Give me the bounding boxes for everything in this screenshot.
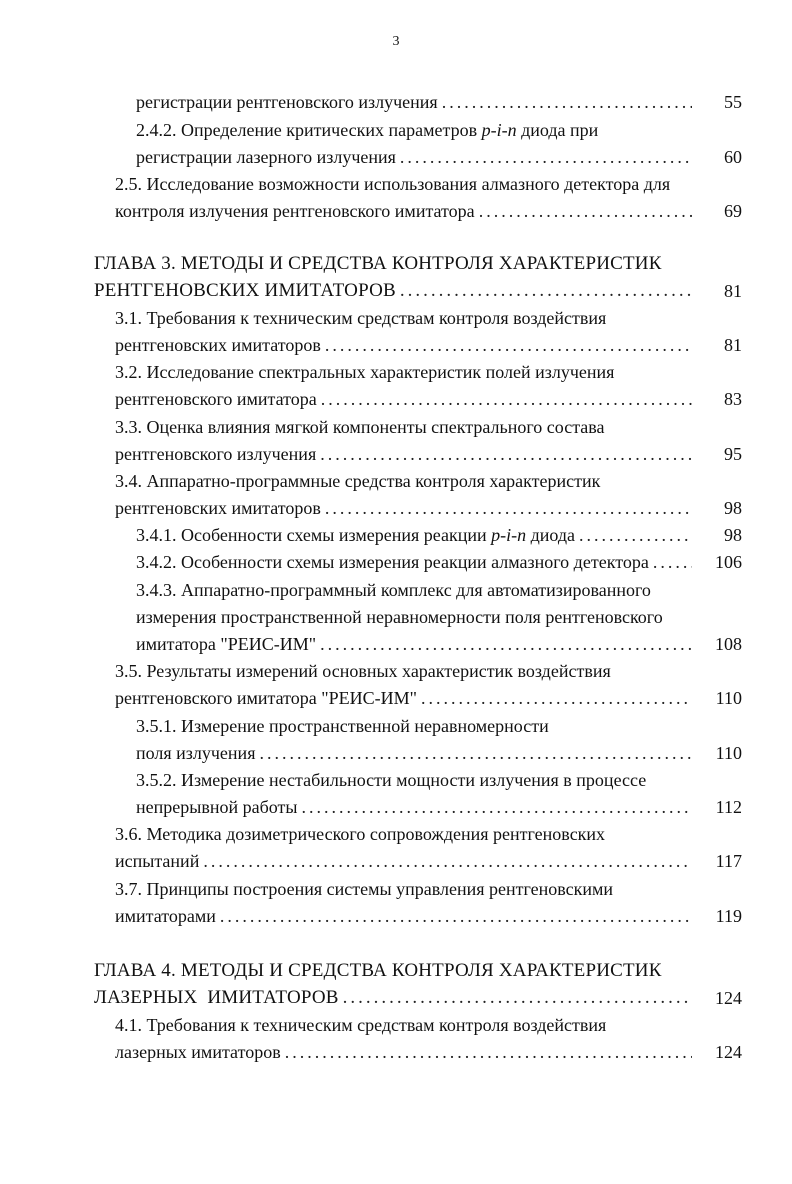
- toc-entry-title: 2.4.2. Определение критических параметров p-i-n диода при: [136, 120, 599, 140]
- toc-line: рентгеновских имитаторов .....: [115, 332, 692, 358]
- toc-page-number: 119: [715, 906, 742, 926]
- toc-line: измерения пространственной неравномерности поля рентгеновского: [136, 607, 663, 627]
- toc-page-number: 124: [715, 988, 742, 1008]
- toc-line: рентгеновского имитатора "РЕИС-ИМ" .....: [115, 685, 692, 711]
- toc-page-number: 81: [724, 335, 742, 355]
- toc-page-number: 117: [715, 851, 742, 871]
- toc-line: рентгеновских имитаторов .....: [115, 495, 692, 521]
- chapter-heading: ЛАЗЕРНЫХ ИМИТАТОРОВ .....: [94, 985, 692, 1011]
- toc-line: 4.1. Требования к техническим средствам контроля воздействия: [115, 1015, 607, 1035]
- toc-line: [136, 117, 598, 143]
- page-number: 3: [392, 34, 400, 49]
- toc-page-number: 108: [715, 634, 742, 654]
- toc-line: регистрации рентгеновского излучения .....: [136, 89, 692, 115]
- toc-line: рентгеновского излучения .....: [115, 441, 692, 467]
- toc-line: имитаторами .....: [115, 903, 692, 929]
- chapter-heading: ГЛАВА 3. МЕТОДЫ И СРЕДСТВА КОНТРОЛЯ ХАРАКТЕРИСТИК: [94, 253, 662, 274]
- toc-page-number: 81: [724, 281, 742, 301]
- toc-line: 3.3. Оценка влияния мягкой компоненты спектрального состава: [115, 417, 605, 437]
- toc-page-number: 106: [715, 552, 742, 572]
- toc-page-number: 124: [715, 1042, 742, 1062]
- toc-page-number: 110: [715, 688, 742, 708]
- toc-line: 3.5.1. Измерение пространственной неравномерности: [136, 716, 549, 736]
- toc-page-number: 60: [724, 147, 742, 167]
- toc-entry-title: 3.4.1. Особенности схемы измерения реакции p-i-n диода: [136, 525, 576, 545]
- toc-line: 3.4.3. Аппаратно-программный комплекс для автоматизированного: [136, 580, 651, 600]
- toc-line: испытаний .....: [115, 848, 692, 874]
- toc-page-number: 110: [715, 743, 742, 763]
- toc-line: 3.4. Аппаратно-программные средства контроля характеристик: [115, 471, 601, 491]
- toc-page-number: 98: [724, 525, 742, 545]
- chapter-heading: РЕНТГЕНОВСКИХ ИМИТАТОРОВ .....: [94, 278, 692, 304]
- toc-line: имитатора "РЕИС-ИМ" .....: [136, 631, 692, 657]
- toc-page-number: 69: [724, 201, 742, 221]
- toc-line: поля излучения .....: [136, 740, 692, 766]
- toc-page-number: 95: [724, 444, 742, 464]
- toc-line: 2.5. Исследование возможности использования алмазного детектора для: [115, 174, 671, 194]
- toc-line: 3.2. Исследование спектральных характеристик полей излучения: [115, 362, 615, 382]
- toc-line: непрерывной работы .....: [136, 794, 692, 820]
- toc-page-number: 112: [715, 797, 742, 817]
- chapter-heading: ГЛАВА 4. МЕТОДЫ И СРЕДСТВА КОНТРОЛЯ ХАРАКТЕРИСТИК: [94, 960, 662, 981]
- toc-line: рентгеновского имитатора .....: [115, 386, 692, 412]
- toc-page-number: 83: [724, 389, 742, 409]
- toc-line: 3.4.2. Особенности схемы измерения реакции алмазного детектора .....: [136, 549, 692, 575]
- toc-line: 3.5.2. Измерение нестабильности мощности излучения в процессе: [136, 770, 647, 790]
- toc-line: 3.7. Принципы построения системы управления рентгеновскими: [115, 879, 614, 899]
- toc-line: 3.1. Требования к техническим средствам контроля воздействия: [115, 308, 607, 328]
- toc-line: регистрации лазерного излучения .....: [136, 144, 692, 170]
- toc-line: 3.6. Методика дозиметрического сопровождения рентгеновских: [115, 824, 606, 844]
- toc-line: контроля излучения рентгеновского имитатора .....: [115, 198, 692, 224]
- toc-line: [136, 522, 692, 548]
- toc-line: лазерных имитаторов .....: [115, 1039, 692, 1065]
- toc-page-number: 98: [724, 498, 742, 518]
- toc-line: 3.5. Результаты измерений основных характеристик воздействия: [115, 661, 611, 681]
- toc-page-number: 55: [724, 92, 742, 112]
